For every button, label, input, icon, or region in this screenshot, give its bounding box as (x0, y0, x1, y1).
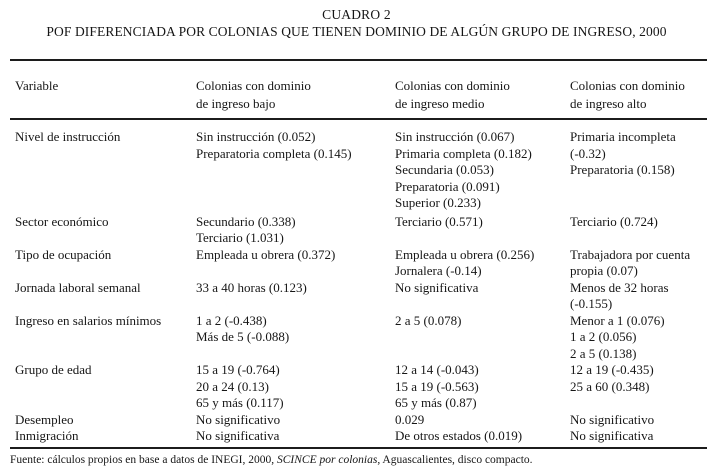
cell-line: 0.029 (395, 411, 425, 427)
cell-line: Trabajadora por cuenta propia (0.07) (570, 246, 691, 278)
source-note-italic-title: SCINCE por colonias (277, 453, 378, 466)
cell-alto (570, 412, 707, 429)
cell-line: Ingreso en salarios mínimos (15, 312, 162, 328)
column-header-label: Variable (15, 78, 59, 93)
cell-line: 12 a 14 (-0.043) (395, 362, 479, 377)
cell-medio (395, 362, 570, 412)
table-row (10, 362, 707, 412)
cell-bajo (196, 362, 395, 412)
cell-line: Sin instrucción (0.067) (395, 129, 515, 144)
cell-bajo (196, 313, 395, 363)
cell-alto (570, 428, 707, 448)
cell-line: 65 y más (0.117) (196, 395, 284, 410)
cell-alto (570, 362, 707, 412)
cell-bajo (196, 428, 395, 448)
source-note-suffix: , Aguascalientes, disco compacto. (377, 453, 533, 466)
cell-line: No significativa (570, 428, 654, 443)
cell-medio (395, 412, 570, 429)
cell-line: Terciario (0.724) (570, 213, 658, 229)
column-header-variable (10, 60, 196, 119)
column-header-label: Colonias con dominio de ingreso bajo (196, 78, 311, 111)
cell-alto (570, 313, 707, 363)
column-header-ingreso-bajo (196, 60, 395, 119)
cell-line: Secundaria (0.053) (395, 162, 494, 177)
column-header-ingreso-medio (395, 60, 570, 119)
table-row (10, 313, 707, 363)
table-row (10, 280, 707, 313)
table-main-title: POF DIFERENCIADA POR COLONIAS QUE TIENEN DOMINIO DE ALGÚN GRUPO DE INGRESO, 2000 (46, 24, 667, 39)
cell-line: 1 a 2 (-0.438) (196, 312, 267, 328)
cell-variable (10, 412, 196, 429)
cell-line: Sector económico (15, 213, 109, 229)
data-table (10, 59, 707, 449)
cell-line: 25 a 60 (0.348) (570, 378, 650, 394)
cell-line: 33 a 40 horas (0.123) (196, 279, 307, 295)
cell-line: Primaria completa (0.182) (395, 145, 532, 161)
cell-line: 2 a 5 (0.138) (570, 345, 637, 361)
cell-variable (10, 119, 196, 214)
cell-variable (10, 362, 196, 412)
cell-line: Menor a 1 (0.076) (570, 312, 665, 328)
table-header-row (10, 60, 707, 119)
cell-variable (10, 313, 196, 363)
cell-bajo (196, 119, 395, 214)
cell-line: Preparatoria (0.091) (395, 178, 500, 194)
cell-line: Jornada laboral semanal (15, 279, 141, 295)
cell-line: Secundario (0.338) (196, 213, 296, 229)
column-header-label: Colonias con dominio de ingreso alto (570, 78, 685, 111)
cell-line: 1 a 2 (0.056) (570, 329, 637, 344)
cell-line: Grupo de edad (15, 362, 92, 377)
cell-medio (395, 247, 570, 280)
cell-line: Menos de 32 horas (-0.155) (570, 279, 669, 311)
table-header (10, 60, 707, 119)
cell-line: 2 a 5 (0.078) (395, 312, 462, 328)
column-header-label: Colonias con dominio de ingreso medio (395, 78, 510, 111)
cell-line: Terciario (1.031) (196, 230, 284, 245)
cell-bajo (196, 412, 395, 429)
cell-variable (10, 428, 196, 448)
cell-line: No significativa (395, 279, 479, 295)
cell-alto (570, 119, 707, 214)
cell-line: Desempleo (15, 411, 74, 427)
cell-line: 15 a 19 (-0.563) (395, 378, 479, 394)
cell-bajo (196, 247, 395, 280)
cell-line: Preparatoria (0.158) (570, 162, 675, 177)
table-body (10, 119, 707, 448)
table-row (10, 247, 707, 280)
cell-line: 15 a 19 (-0.764) (196, 362, 280, 377)
cell-line: Inmigración (15, 428, 79, 443)
column-header-ingreso-alto (570, 60, 707, 119)
title-block (0, 6, 713, 40)
cell-line: Jornalera (-0.14) (395, 263, 482, 278)
cell-variable (10, 247, 196, 280)
cell-variable (10, 214, 196, 247)
cell-line: Empleada u obrera (0.372) (196, 246, 336, 262)
cell-line: Empleada u obrera (0.256) (395, 246, 535, 262)
cell-bajo (196, 280, 395, 313)
cell-medio (395, 428, 570, 448)
table-row (10, 412, 707, 429)
cell-line: No significativa (196, 428, 280, 443)
table-row (10, 428, 707, 448)
cell-medio (395, 280, 570, 313)
source-note-prefix: Fuente: cálculos propios en base a datos de INEGI, 2000, (10, 453, 277, 466)
cell-line: Terciario (0.571) (395, 213, 483, 229)
cell-line: Más de 5 (-0.088) (196, 329, 290, 344)
cell-line: Nivel de instrucción (15, 129, 121, 144)
table-row (10, 119, 707, 214)
cell-line: De otros estados (0.019) (395, 428, 523, 443)
cell-medio (395, 214, 570, 247)
cell-line: 20 a 24 (0.13) (196, 378, 269, 394)
cell-line: Primaria incompleta (-0.32) (570, 129, 676, 161)
source-note (10, 453, 707, 468)
cell-line: No significativo (570, 411, 655, 427)
table-number-title: CUADRO 2 (322, 7, 391, 22)
cell-alto (570, 280, 707, 313)
cell-line: Sin instrucción (0.052) (196, 129, 316, 144)
cell-line: Superior (0.233) (395, 195, 481, 210)
cell-medio (395, 119, 570, 214)
cell-alto (570, 247, 707, 280)
cell-line: Tipo de ocupación (15, 246, 112, 262)
cell-medio (395, 313, 570, 363)
cell-alto (570, 214, 707, 247)
cell-bajo (196, 214, 395, 247)
cell-line: Preparatoria completa (0.145) (196, 145, 352, 161)
table-row (10, 214, 707, 247)
cell-line: No significativo (196, 411, 281, 427)
cell-line: 65 y más (0.87) (395, 395, 477, 410)
cell-line: 12 a 19 (-0.435) (570, 362, 654, 377)
cell-variable (10, 280, 196, 313)
